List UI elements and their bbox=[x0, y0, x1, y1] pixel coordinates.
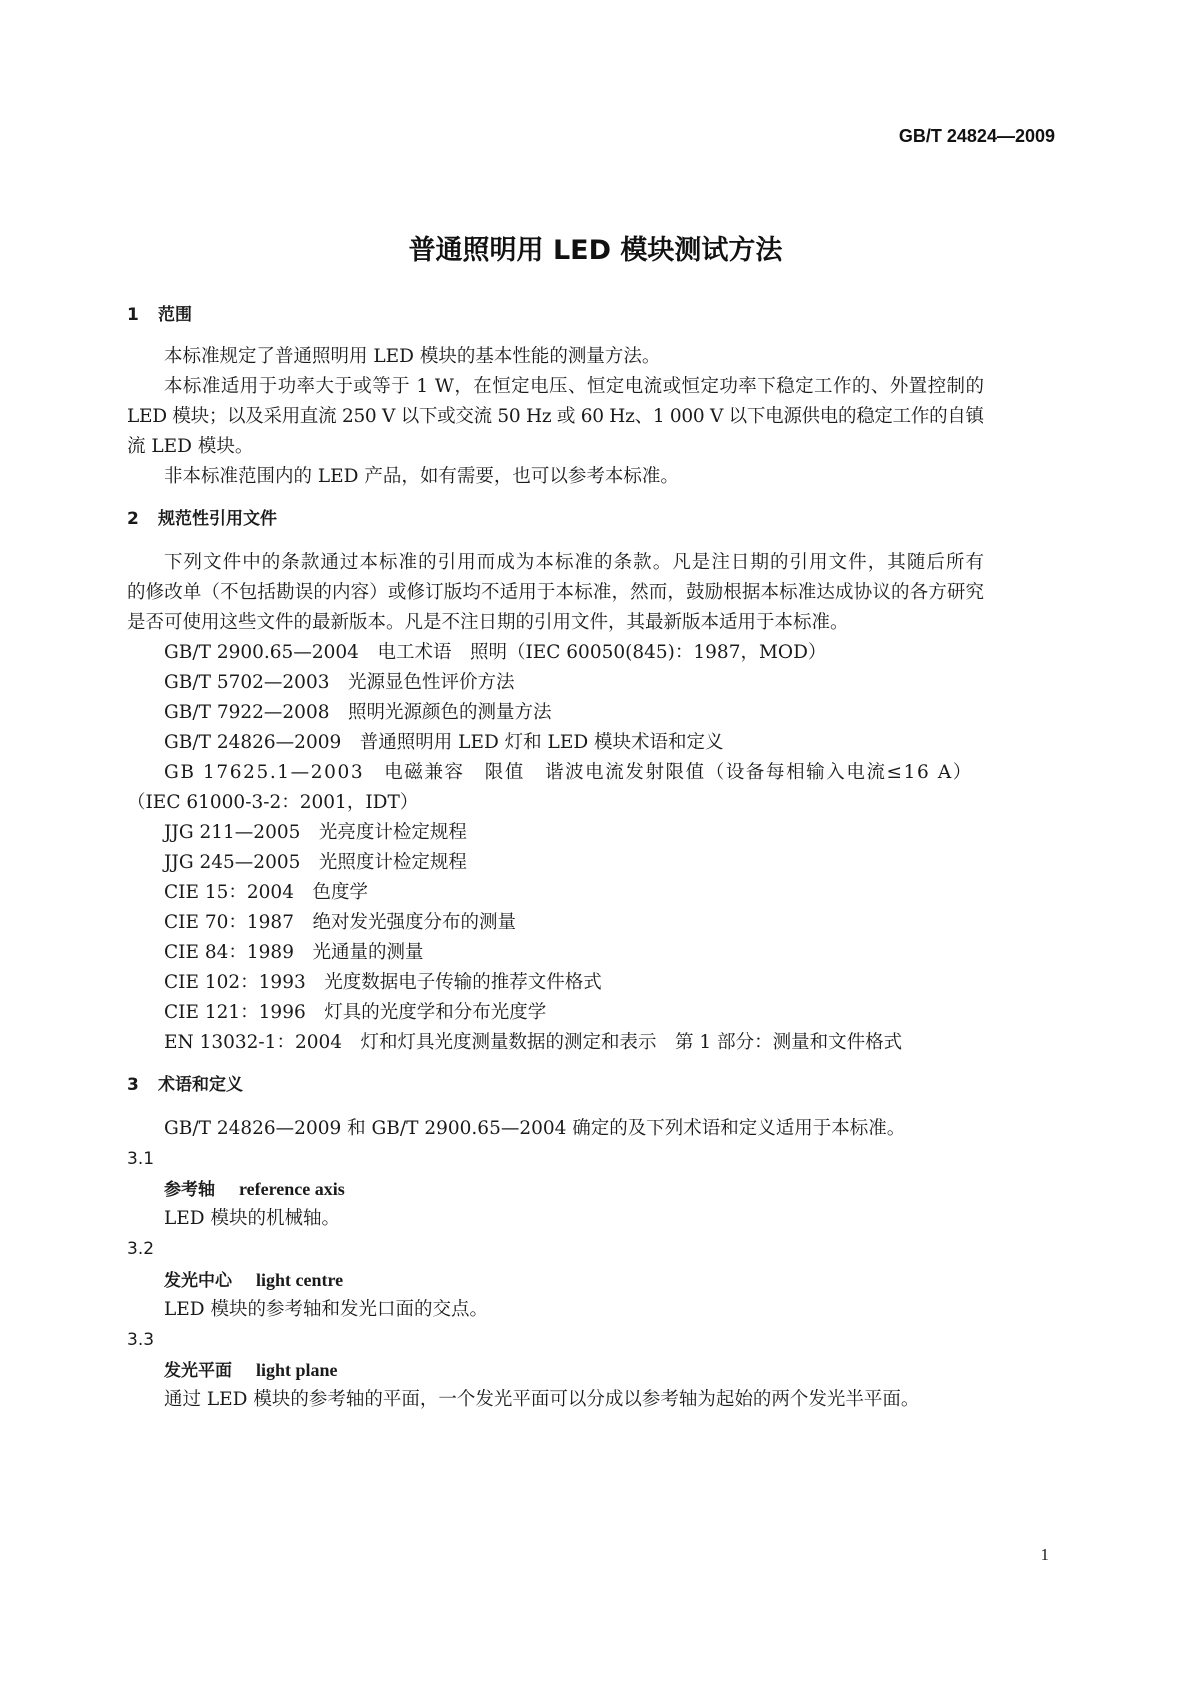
reference-entry bbox=[164, 941, 424, 965]
reference-code: CIE 70：1987 bbox=[164, 912, 294, 933]
term-definition: LED 模块的机械轴。 bbox=[164, 1208, 341, 1229]
term-definition: LED 模块的参考轴和发光口面的交点。 bbox=[164, 1299, 489, 1320]
reference-title: 光源显色性评价方法 bbox=[348, 672, 515, 693]
term-definition: 通过 LED 模块的参考轴的平面，一个发光平面可以分成以参考轴为起始的两个发光半平面。 bbox=[164, 1389, 920, 1410]
term-number: 3.2 bbox=[127, 1239, 155, 1259]
section-3-heading bbox=[127, 1073, 243, 1097]
section-number: 3 bbox=[127, 1075, 139, 1095]
standard-code: GB/T 24824—2009 bbox=[898, 126, 1055, 146]
reference-entry bbox=[164, 971, 602, 995]
section-title: 术语和定义 bbox=[158, 1075, 243, 1095]
paragraph-line: GB/T 24826—2009 和 GB/T 2900.65—2004 确定的及下列术语和定义适用于本标准。 bbox=[164, 1118, 906, 1139]
reference-title: 光亮度计检定规程 bbox=[318, 822, 467, 843]
reference-entry bbox=[164, 761, 973, 785]
reference-entry bbox=[164, 1001, 546, 1025]
reference-code: GB/T 7922—2008 bbox=[164, 702, 330, 723]
term-english: light plane bbox=[256, 1360, 338, 1380]
reference-code: CIE 15：2004 bbox=[164, 882, 294, 903]
term-heading bbox=[164, 1177, 345, 1202]
term-chinese: 参考轴 bbox=[164, 1180, 215, 1200]
reference-code: GB/T 24826—2009 bbox=[164, 732, 342, 753]
reference-title: 普通照明用 LED 灯和 LED 模块术语和定义 bbox=[359, 732, 724, 753]
reference-title: 电磁兼容 限值 谐波电流发射限值（设备每相输入电流≤16 A） bbox=[384, 762, 973, 783]
reference-entry bbox=[164, 881, 368, 905]
paragraph-line: 是否可使用这些文件的最新版本。凡是不注日期的引用文件，其最新版本适用于本标准。 bbox=[127, 612, 849, 633]
paragraph-line: 本标准适用于功率大于或等于 1 W，在恒定电压、恒定电流或恒定功率下稳定工作的、外置控制的 bbox=[164, 376, 985, 397]
paragraph-line: 的修改单（不包括勘误的内容）或修订版均不适用于本标准，然而，鼓励根据本标准达成协议的各方研究 bbox=[127, 582, 985, 603]
paragraph-line: LED 模块；以及采用直流 250 V 以下或交流 50 Hz 或 60 Hz、1 000 V 以下电源供电的稳定工作的自镇 bbox=[127, 406, 984, 427]
reference-title: 灯和灯具光度测量数据的测定和表示 第 1 部分：测量和文件格式 bbox=[360, 1032, 903, 1053]
section-1-heading bbox=[127, 303, 192, 327]
reference-title: 灯具的光度学和分布光度学 bbox=[324, 1002, 547, 1023]
reference-code: GB/T 5702—2003 bbox=[164, 672, 330, 693]
reference-continuation: （IEC 61000-3-2：2001，IDT） bbox=[127, 792, 419, 813]
page-number: 1 bbox=[1040, 1545, 1049, 1564]
reference-entry bbox=[164, 821, 467, 845]
reference-entry bbox=[164, 911, 516, 935]
reference-entry bbox=[164, 1031, 902, 1055]
section-number: 2 bbox=[127, 509, 139, 529]
reference-title: 绝对发光强度分布的测量 bbox=[312, 912, 517, 933]
section-number: 1 bbox=[127, 305, 139, 325]
reference-title: 光度数据电子传输的推荐文件格式 bbox=[324, 972, 602, 993]
reference-code: JJG 211—2005 bbox=[164, 822, 301, 843]
section-title: 范围 bbox=[158, 305, 192, 325]
document-title: 普通照明用 LED 模块测试方法 bbox=[408, 235, 783, 266]
term-heading bbox=[164, 1268, 343, 1293]
reference-code: CIE 84：1989 bbox=[164, 942, 294, 963]
paragraph-line: 本标准规定了普通照明用 LED 模块的基本性能的测量方法。 bbox=[164, 346, 661, 367]
term-number: 3.1 bbox=[127, 1149, 155, 1169]
term-number: 3.3 bbox=[127, 1330, 155, 1350]
reference-title: 电工术语 照明（IEC 60050(845)：1987，MOD） bbox=[377, 642, 827, 663]
reference-title: 照明光源颜色的测量方法 bbox=[348, 702, 552, 723]
reference-entry bbox=[164, 701, 552, 725]
paragraph-line: 流 LED 模块。 bbox=[127, 436, 254, 457]
reference-title: 色度学 bbox=[312, 882, 369, 903]
reference-code: CIE 102：1993 bbox=[164, 972, 306, 993]
reference-code: GB/T 2900.65—2004 bbox=[164, 642, 359, 663]
reference-code: EN 13032-1：2004 bbox=[164, 1032, 343, 1053]
reference-entry bbox=[164, 851, 467, 875]
reference-entry bbox=[164, 671, 515, 695]
term-chinese: 发光平面 bbox=[164, 1361, 232, 1381]
reference-title: 光照度计检定规程 bbox=[318, 852, 467, 873]
reference-title: 光通量的测量 bbox=[312, 942, 424, 963]
paragraph-line: 下列文件中的条款通过本标准的引用而成为本标准的条款。凡是注日期的引用文件，其随后所有 bbox=[164, 552, 986, 573]
reference-code: GB 17625.1—2003 bbox=[164, 762, 365, 783]
reference-code: CIE 121：1996 bbox=[164, 1002, 306, 1023]
reference-code: JJG 245—2005 bbox=[164, 852, 301, 873]
term-heading bbox=[164, 1358, 338, 1383]
term-english: reference axis bbox=[239, 1179, 345, 1199]
section-2-heading bbox=[127, 507, 277, 531]
term-chinese: 发光中心 bbox=[164, 1271, 232, 1291]
section-title: 规范性引用文件 bbox=[158, 509, 277, 529]
term-english: light centre bbox=[256, 1270, 344, 1290]
reference-entry bbox=[164, 731, 724, 755]
reference-entry bbox=[164, 641, 826, 665]
paragraph-line: 非本标准范围内的 LED 产品，如有需要，也可以参考本标准。 bbox=[164, 466, 679, 487]
